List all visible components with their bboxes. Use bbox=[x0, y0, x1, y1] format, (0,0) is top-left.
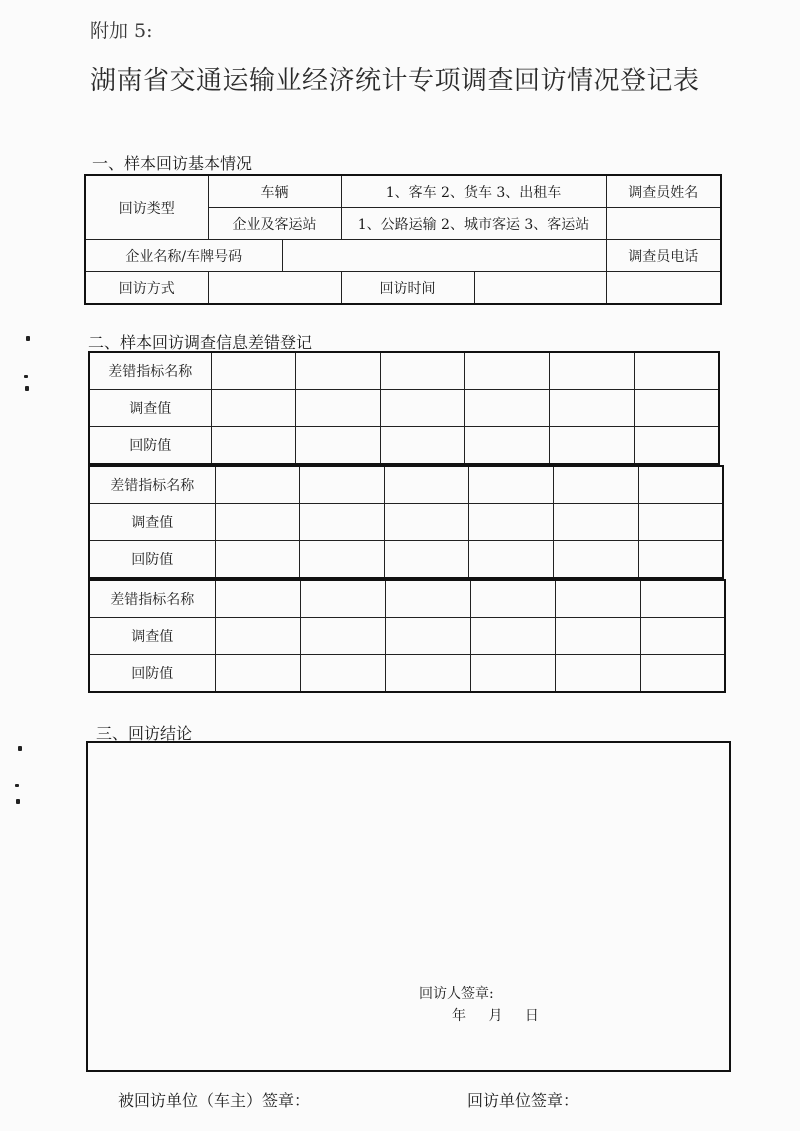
survey-value-label: 调查值 bbox=[89, 618, 215, 655]
cell[interactable] bbox=[380, 352, 465, 390]
binder-mark bbox=[18, 746, 22, 751]
vehicle-label: 车辆 bbox=[208, 175, 341, 208]
cell[interactable] bbox=[215, 466, 300, 504]
visit-method-field[interactable] bbox=[208, 272, 341, 305]
cell[interactable] bbox=[211, 390, 296, 427]
cell[interactable] bbox=[300, 655, 385, 693]
error-indicator-label: 差错指标名称 bbox=[89, 352, 211, 390]
cell[interactable] bbox=[640, 580, 725, 618]
cell[interactable] bbox=[380, 390, 465, 427]
cell[interactable] bbox=[555, 618, 640, 655]
table-row bbox=[89, 466, 723, 504]
binder-mark bbox=[24, 375, 28, 378]
basic-info-table bbox=[84, 174, 722, 305]
cell[interactable] bbox=[470, 655, 555, 693]
cell[interactable] bbox=[550, 427, 635, 465]
visit-time-field[interactable] bbox=[474, 272, 606, 305]
cell[interactable] bbox=[465, 427, 550, 465]
cell[interactable] bbox=[215, 580, 300, 618]
error-indicator-label: 差错指标名称 bbox=[89, 580, 215, 618]
enterprise-options: 1、公路运输 2、城市客运 3、客运站 bbox=[341, 208, 606, 240]
revisit-value-label: 回防值 bbox=[89, 655, 215, 693]
visited-unit-signature-label: 被回访单位（车主）签章： bbox=[118, 1091, 311, 1110]
cell[interactable] bbox=[554, 541, 639, 579]
company-plate-label: 企业名称/车牌号码 bbox=[85, 240, 282, 272]
cell[interactable] bbox=[385, 580, 470, 618]
table-row bbox=[89, 541, 723, 579]
table-row bbox=[89, 352, 719, 390]
enterprise-label: 企业及客运站 bbox=[208, 208, 341, 240]
error-group-1 bbox=[88, 351, 720, 465]
cell[interactable] bbox=[465, 390, 550, 427]
survey-value-label: 调查值 bbox=[89, 504, 215, 541]
cell[interactable] bbox=[296, 427, 381, 465]
cell[interactable] bbox=[385, 655, 470, 693]
visitor-signature-label: 回访人签章: bbox=[419, 986, 494, 1002]
binder-mark bbox=[15, 784, 19, 787]
table-row bbox=[89, 427, 719, 465]
cell[interactable] bbox=[638, 466, 723, 504]
cell[interactable] bbox=[555, 655, 640, 693]
cell[interactable] bbox=[300, 541, 385, 579]
cell[interactable] bbox=[296, 390, 381, 427]
survey-value-label: 调查值 bbox=[89, 390, 211, 427]
cell[interactable] bbox=[469, 504, 554, 541]
cell[interactable] bbox=[384, 504, 469, 541]
revisit-value-label: 回防值 bbox=[89, 541, 215, 579]
cell[interactable] bbox=[300, 466, 385, 504]
table-row bbox=[89, 504, 723, 541]
cell[interactable] bbox=[554, 504, 639, 541]
cell[interactable] bbox=[469, 541, 554, 579]
cell[interactable] bbox=[215, 541, 300, 579]
investigator-name-label: 调查员姓名 bbox=[606, 175, 721, 208]
vehicle-options: 1、客车 2、货车 3、出租车 bbox=[341, 175, 606, 208]
cell[interactable] bbox=[638, 504, 723, 541]
visiting-unit-signature-label: 回访单位签章： bbox=[467, 1091, 580, 1110]
investigator-name-field[interactable] bbox=[606, 208, 721, 240]
binder-mark bbox=[25, 386, 29, 391]
company-plate-field[interactable] bbox=[282, 240, 606, 272]
table-row bbox=[89, 618, 725, 655]
table-row bbox=[89, 655, 725, 693]
section2-heading: 二、样本回访调查信息差错登记 bbox=[88, 333, 313, 352]
cell[interactable] bbox=[384, 541, 469, 579]
section3-heading: 三、回访结论 bbox=[96, 724, 193, 743]
cell[interactable] bbox=[384, 466, 469, 504]
conclusion-box[interactable] bbox=[86, 741, 731, 1072]
cell[interactable] bbox=[550, 352, 635, 390]
binder-mark bbox=[26, 336, 30, 341]
error-indicator-label: 差错指标名称 bbox=[89, 466, 215, 504]
cell[interactable] bbox=[550, 390, 635, 427]
cell[interactable] bbox=[215, 618, 300, 655]
cell[interactable] bbox=[296, 352, 381, 390]
cell[interactable] bbox=[634, 390, 719, 427]
cell[interactable] bbox=[300, 618, 385, 655]
cell[interactable] bbox=[385, 618, 470, 655]
cell[interactable] bbox=[634, 427, 719, 465]
table-row bbox=[89, 580, 725, 618]
cell[interactable] bbox=[465, 352, 550, 390]
error-group-2 bbox=[88, 465, 724, 579]
cell[interactable] bbox=[554, 466, 639, 504]
cell[interactable] bbox=[640, 618, 725, 655]
error-group-3 bbox=[88, 579, 726, 693]
investigator-phone-field[interactable] bbox=[606, 272, 721, 305]
cell[interactable] bbox=[300, 580, 385, 618]
section1-heading: 一、样本回访基本情况 bbox=[92, 154, 253, 173]
date-label: 年 月 日 bbox=[452, 1008, 539, 1024]
cell[interactable] bbox=[211, 427, 296, 465]
cell[interactable] bbox=[638, 541, 723, 579]
cell[interactable] bbox=[470, 580, 555, 618]
cell[interactable] bbox=[470, 618, 555, 655]
binder-mark bbox=[16, 799, 20, 804]
cell[interactable] bbox=[215, 504, 300, 541]
cell[interactable] bbox=[300, 504, 385, 541]
cell[interactable] bbox=[469, 466, 554, 504]
cell[interactable] bbox=[634, 352, 719, 390]
cell[interactable] bbox=[211, 352, 296, 390]
table-row bbox=[89, 390, 719, 427]
cell[interactable] bbox=[380, 427, 465, 465]
visit-type-label: 回访类型 bbox=[85, 175, 208, 240]
cell[interactable] bbox=[215, 655, 300, 693]
cell[interactable] bbox=[640, 655, 725, 693]
investigator-phone-label: 调查员电话 bbox=[606, 240, 721, 272]
page-title: 湖南省交通运输业经济统计专项调查回访情况登记表 bbox=[90, 66, 700, 96]
visit-method-label: 回访方式 bbox=[85, 272, 208, 305]
cell[interactable] bbox=[555, 580, 640, 618]
annex-label: 附加 5: bbox=[90, 20, 153, 42]
visit-time-label: 回访时间 bbox=[341, 272, 474, 305]
revisit-value-label: 回防值 bbox=[89, 427, 211, 465]
